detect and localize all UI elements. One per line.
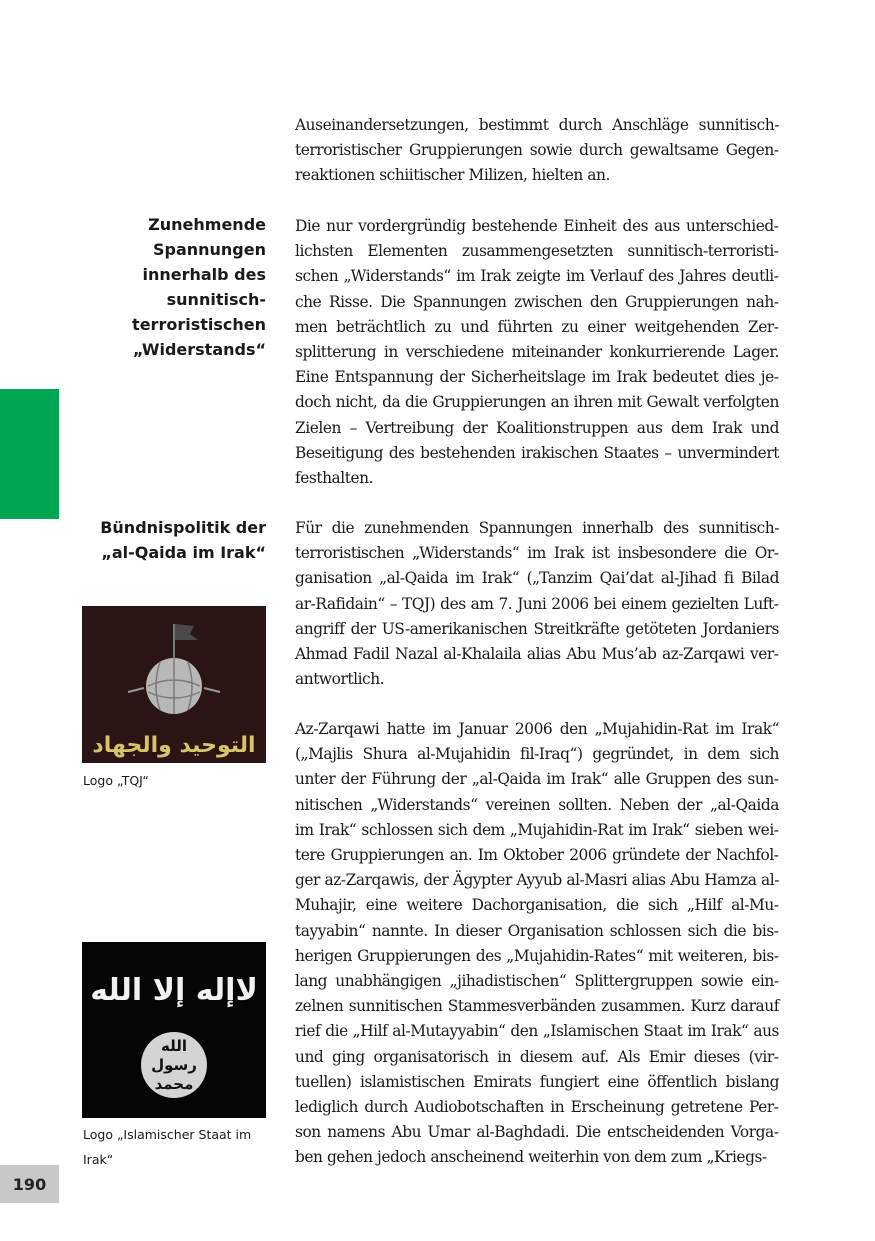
caption-logo-tqj: Logo „TQJ“ (83, 773, 149, 788)
caption-logo-isi: Logo „Islamischer Staat im Irak“ (83, 1127, 252, 1167)
tqj-logo-graphic (82, 606, 266, 763)
sidebar-heading-spannungen: Zunehmende Spannungen innerhalb des sunnitisch-terroristischen „Widerstands“ (132, 215, 266, 359)
paragraph-text: Die nur vordergründig bestehende Einheit des aus unterschiedlichsten Elementen zusammengesetzten sunnitisch-terroristischen „Widerstands“ im Irak zeigte im Verlauf des Jahres deutliche Risse. Die Spannungen zwischen den Gruppierungen nahmen beträchtlich zu und führten zu einer weitgehenden Zersplitterung in verschiedene miteinander konkurrierende Lager. Eine Entspannung der Sicherheitslage im Irak bedeutet dies jedoch nicht, da die Gruppierungen an ihren mit Gewalt verfolgten Zielen – Vertreibung der Koalitionstruppen aus dem Irak und Beseitigung des bestehenden irakischen Staates – unvermindert festhalten. (295, 217, 779, 488)
logo-tqj-image (82, 606, 266, 763)
sidebar-heading-buendnispolitik: Bündnispolitik der „al-Qaida im Irak“ (100, 518, 266, 562)
chapter-tab-marker (0, 389, 59, 519)
body-paragraph-2 (295, 214, 779, 491)
body-paragraph-4 (295, 717, 779, 1171)
tqj-logo-text: التوحيد والجهاد (92, 733, 256, 758)
isi-seal-line1: الله (161, 1037, 187, 1055)
isi-seal-line2: رسول (151, 1056, 197, 1074)
body-paragraph-3 (295, 516, 779, 692)
body-paragraph-1 (295, 113, 779, 189)
paragraph-text: Auseinandersetzungen, bestimmt durch Anschläge sunnitisch-terroristischer Gruppierungen sowie durch gewaltsame Gegenreaktionen schiitischer Milizen, hielten an. (295, 116, 779, 185)
page-number: 190 (0, 1165, 59, 1203)
isi-logo-graphic (82, 942, 266, 1118)
isi-logo-top-text: لاإله إلا الله (90, 973, 258, 1008)
paragraph-text: Für die zunehmenden Spannungen innerhalb des sunnitisch-terroristischen „Widerstands“ im Irak ist insbesondere die Organisation „al-Qaida im Irak“ („Tanzim Qai’dat al-Jihad fi Bilad ar-Rafidain“ – TQJ) des am 7. Juni 2006 bei einem gezielten Luftangriff der US-amerikanischen Streitkräfte getöteten Jordaniers Ahmad Fadil Nazal al-Khalaila alias Abu Mus’ab az-Zarqawi verantwortlich. (295, 519, 779, 689)
paragraph-text: Az-Zarqawi hatte im Januar 2006 den „Mujahidin-Rat im Irak“ („Majlis Shura al-Mujahidin fil-Iraq“) gegründet, in dem sich unter der Führung der „al-Qaida im Irak“ alle Gruppen des sunnitischen „Widerstands“ vereinen sollten. Neben der „al-Qaida im Irak“ schlossen sich dem „Mujahidin-Rat im Irak“ sieben weitere Gruppierungen an. Im Oktober 2006 gründete der Nachfolger az-Zarqawis, der Ägypter Ayyub al-Masri alias Abu Hamza al-Muhajir, eine weitere Dachorganisation, die sich „Hilf al-Mutayyabin“ nannte. In dieser Organisation schlossen sich die bisherigen Gruppierungen des „Mujahidin-Rates“ mit weiteren, bislang unabhängigen „jihadistischen“ Splittergruppen sowie einzelnen sunnitischen Stammesverbänden zusammen. Kurz darauf rief die „Hilf al-Mutayyabin“ den „Islamischen Staat im Irak“ aus und ging organisatorisch in diesem auf. Als Emir dieses (virtuellen) islamistischen Emirats fungiert eine öffentlich bislang lediglich durch Audiobotschaften in Erscheinung getretene Person namens Abu Umar al-Baghdadi. Die entscheidenden Vorgaben gehen jedoch anscheinend weiterhin von dem zum „Kriegs- (295, 720, 779, 1167)
logo-isi-image (82, 942, 266, 1118)
isi-seal-line3: محمد (154, 1075, 194, 1093)
